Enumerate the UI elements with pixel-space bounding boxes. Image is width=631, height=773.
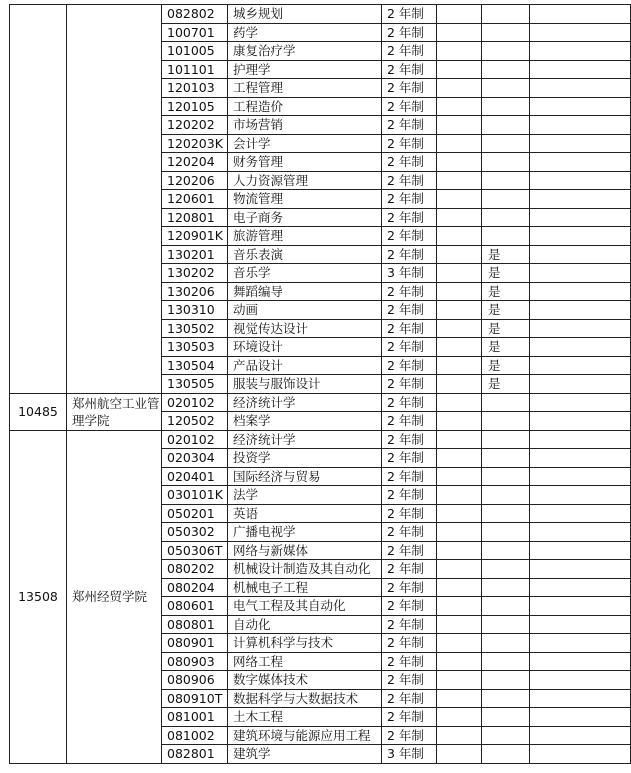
blank-cell <box>530 338 631 357</box>
art-flag-cell <box>482 97 530 116</box>
major-name-cell: 电气工程及其自动化 <box>228 597 382 616</box>
major-code-cell: 130504 <box>162 356 228 375</box>
art-flag-cell <box>482 726 530 745</box>
blank-cell <box>437 116 482 135</box>
blank-cell <box>530 560 631 579</box>
major-name-cell: 计算机科学与技术 <box>228 634 382 653</box>
art-flag-cell <box>482 42 530 61</box>
art-flag-cell <box>482 634 530 653</box>
major-table <box>9 4 631 764</box>
blank-cell <box>437 486 482 505</box>
blank-cell <box>437 541 482 560</box>
art-flag-cell <box>482 615 530 634</box>
blank-cell <box>437 60 482 79</box>
duration-cell: 2 年制 <box>382 449 437 468</box>
blank-cell <box>530 60 631 79</box>
blank-cell <box>530 190 631 209</box>
blank-cell <box>530 430 631 449</box>
blank-cell <box>437 134 482 153</box>
duration-cell: 2 年制 <box>382 615 437 634</box>
art-flag-cell <box>482 671 530 690</box>
major-name-cell: 动画 <box>228 301 382 320</box>
major-name-cell: 网络与新媒体 <box>228 541 382 560</box>
major-name-cell: 数据科学与大数据技术 <box>228 689 382 708</box>
major-name-cell: 国际经济与贸易 <box>228 467 382 486</box>
major-code-cell: 130310 <box>162 301 228 320</box>
major-code-cell: 030101K <box>162 486 228 505</box>
art-flag-cell <box>482 541 530 560</box>
blank-cell <box>437 282 482 301</box>
art-flag-cell <box>482 134 530 153</box>
art-flag-cell: 是 <box>482 356 530 375</box>
blank-cell <box>437 393 482 412</box>
art-flag-cell <box>482 412 530 431</box>
art-flag-cell: 是 <box>482 338 530 357</box>
blank-cell <box>437 208 482 227</box>
school-name-cell: 郑州航空工业管理学院 <box>67 393 162 430</box>
duration-cell: 2 年制 <box>382 578 437 597</box>
duration-cell: 2 年制 <box>382 356 437 375</box>
major-name-cell: 人力资源管理 <box>228 171 382 190</box>
duration-cell: 2 年制 <box>382 393 437 412</box>
blank-cell <box>530 708 631 727</box>
blank-cell <box>530 597 631 616</box>
duration-cell: 2 年制 <box>382 208 437 227</box>
blank-cell <box>437 523 482 542</box>
blank-cell <box>530 171 631 190</box>
blank-cell <box>437 319 482 338</box>
duration-cell: 2 年制 <box>382 338 437 357</box>
blank-cell <box>437 264 482 283</box>
major-code-cell: 130505 <box>162 375 228 394</box>
school-code-cell <box>10 5 67 394</box>
duration-cell: 2 年制 <box>382 671 437 690</box>
blank-cell <box>530 23 631 42</box>
blank-cell <box>530 42 631 61</box>
major-code-cell: 080901 <box>162 634 228 653</box>
blank-cell <box>530 227 631 246</box>
duration-cell: 2 年制 <box>382 227 437 246</box>
blank-cell <box>437 412 482 431</box>
art-flag-cell <box>482 60 530 79</box>
major-name-cell: 城乡规划 <box>228 5 382 24</box>
major-code-cell: 120204 <box>162 153 228 172</box>
blank-cell <box>530 116 631 135</box>
blank-cell <box>530 671 631 690</box>
major-code-cell: 080910T <box>162 689 228 708</box>
blank-cell <box>530 578 631 597</box>
art-flag-cell <box>482 708 530 727</box>
duration-cell: 2 年制 <box>382 708 437 727</box>
duration-cell: 2 年制 <box>382 282 437 301</box>
blank-cell <box>437 171 482 190</box>
blank-cell <box>530 375 631 394</box>
blank-cell <box>437 5 482 24</box>
duration-cell: 2 年制 <box>382 504 437 523</box>
major-code-cell: 080903 <box>162 652 228 671</box>
major-name-cell: 网络工程 <box>228 652 382 671</box>
major-code-cell: 082802 <box>162 5 228 24</box>
duration-cell: 2 年制 <box>382 23 437 42</box>
blank-cell <box>437 245 482 264</box>
blank-cell <box>437 467 482 486</box>
major-name-cell: 建筑环境与能源应用工程 <box>228 726 382 745</box>
major-name-cell: 建筑学 <box>228 745 382 764</box>
blank-cell <box>437 356 482 375</box>
major-name-cell: 广播电视学 <box>228 523 382 542</box>
major-name-cell: 市场营销 <box>228 116 382 135</box>
major-name-cell: 机械设计制造及其自动化 <box>228 560 382 579</box>
blank-cell <box>437 449 482 468</box>
major-name-cell: 药学 <box>228 23 382 42</box>
art-flag-cell <box>482 523 530 542</box>
school-name-cell: 郑州经贸学院 <box>67 430 162 763</box>
blank-cell <box>530 504 631 523</box>
blank-cell <box>530 79 631 98</box>
duration-cell: 2 年制 <box>382 245 437 264</box>
blank-cell <box>530 282 631 301</box>
blank-cell <box>530 467 631 486</box>
major-code-cell: 120801 <box>162 208 228 227</box>
art-flag-cell <box>482 430 530 449</box>
duration-cell: 2 年制 <box>382 153 437 172</box>
art-flag-cell <box>482 393 530 412</box>
blank-cell <box>437 504 482 523</box>
major-code-cell: 130201 <box>162 245 228 264</box>
duration-cell: 2 年制 <box>382 560 437 579</box>
blank-cell <box>437 726 482 745</box>
major-code-cell: 100701 <box>162 23 228 42</box>
art-flag-cell: 是 <box>482 282 530 301</box>
major-code-cell: 081002 <box>162 726 228 745</box>
major-name-cell: 工程管理 <box>228 79 382 98</box>
blank-cell <box>437 79 482 98</box>
blank-cell <box>530 134 631 153</box>
major-name-cell: 会计学 <box>228 134 382 153</box>
major-code-cell: 120601 <box>162 190 228 209</box>
blank-cell <box>530 264 631 283</box>
blank-cell <box>437 671 482 690</box>
blank-cell <box>437 560 482 579</box>
school-code-cell: 13508 <box>10 430 67 763</box>
blank-cell <box>437 597 482 616</box>
table-row <box>10 393 631 412</box>
blank-cell <box>530 689 631 708</box>
blank-cell <box>437 652 482 671</box>
major-code-cell: 130502 <box>162 319 228 338</box>
blank-cell <box>530 652 631 671</box>
major-name-cell: 舞蹈编导 <box>228 282 382 301</box>
blank-cell <box>437 42 482 61</box>
duration-cell: 2 年制 <box>382 726 437 745</box>
major-name-cell: 英语 <box>228 504 382 523</box>
major-name-cell: 物流管理 <box>228 190 382 209</box>
major-code-cell: 120901K <box>162 227 228 246</box>
duration-cell: 3 年制 <box>382 264 437 283</box>
art-flag-cell <box>482 153 530 172</box>
major-name-cell: 服装与服饰设计 <box>228 375 382 394</box>
art-flag-cell: 是 <box>482 375 530 394</box>
blank-cell <box>530 523 631 542</box>
major-code-cell: 050302 <box>162 523 228 542</box>
school-name-cell <box>67 5 162 394</box>
blank-cell <box>530 97 631 116</box>
art-flag-cell: 是 <box>482 301 530 320</box>
art-flag-cell <box>482 190 530 209</box>
major-code-cell: 050306T <box>162 541 228 560</box>
blank-cell <box>530 486 631 505</box>
duration-cell: 2 年制 <box>382 634 437 653</box>
major-code-cell: 120105 <box>162 97 228 116</box>
art-flag-cell <box>482 486 530 505</box>
major-code-cell: 020102 <box>162 393 228 412</box>
duration-cell: 2 年制 <box>382 430 437 449</box>
blank-cell <box>530 245 631 264</box>
art-flag-cell: 是 <box>482 319 530 338</box>
blank-cell <box>437 634 482 653</box>
major-name-cell: 旅游管理 <box>228 227 382 246</box>
major-name-cell: 财务管理 <box>228 153 382 172</box>
table-body <box>10 5 631 764</box>
art-flag-cell <box>482 116 530 135</box>
duration-cell: 3 年制 <box>382 745 437 764</box>
major-code-cell: 101005 <box>162 42 228 61</box>
art-flag-cell <box>482 227 530 246</box>
blank-cell <box>437 745 482 764</box>
blank-cell <box>530 356 631 375</box>
art-flag-cell <box>482 504 530 523</box>
major-code-cell: 130503 <box>162 338 228 357</box>
blank-cell <box>437 23 482 42</box>
blank-cell <box>437 227 482 246</box>
blank-cell <box>437 153 482 172</box>
major-code-cell: 080601 <box>162 597 228 616</box>
duration-cell: 2 年制 <box>382 467 437 486</box>
blank-cell <box>437 190 482 209</box>
major-name-cell: 音乐学 <box>228 264 382 283</box>
major-name-cell: 投资学 <box>228 449 382 468</box>
blank-cell <box>530 301 631 320</box>
blank-cell <box>530 153 631 172</box>
art-flag-cell <box>482 560 530 579</box>
major-code-cell: 080204 <box>162 578 228 597</box>
blank-cell <box>530 615 631 634</box>
blank-cell <box>530 449 631 468</box>
major-code-cell: 080906 <box>162 671 228 690</box>
blank-cell <box>530 393 631 412</box>
blank-cell <box>437 375 482 394</box>
blank-cell <box>437 97 482 116</box>
art-flag-cell <box>482 5 530 24</box>
major-code-cell: 130206 <box>162 282 228 301</box>
duration-cell: 2 年制 <box>382 597 437 616</box>
blank-cell <box>437 708 482 727</box>
art-flag-cell: 是 <box>482 264 530 283</box>
major-name-cell: 法学 <box>228 486 382 505</box>
table-row <box>10 430 631 449</box>
major-code-cell: 050201 <box>162 504 228 523</box>
duration-cell: 2 年制 <box>382 486 437 505</box>
major-code-cell: 101101 <box>162 60 228 79</box>
major-name-cell: 数字媒体技术 <box>228 671 382 690</box>
duration-cell: 2 年制 <box>382 689 437 708</box>
major-code-cell: 080202 <box>162 560 228 579</box>
blank-cell <box>437 615 482 634</box>
major-code-cell: 081001 <box>162 708 228 727</box>
blank-cell <box>530 726 631 745</box>
major-name-cell: 自动化 <box>228 615 382 634</box>
duration-cell: 2 年制 <box>382 60 437 79</box>
major-code-cell: 120206 <box>162 171 228 190</box>
art-flag-cell <box>482 449 530 468</box>
school-code-cell: 10485 <box>10 393 67 430</box>
art-flag-cell <box>482 79 530 98</box>
blank-cell <box>530 745 631 764</box>
duration-cell: 2 年制 <box>382 412 437 431</box>
duration-cell: 2 年制 <box>382 42 437 61</box>
duration-cell: 2 年制 <box>382 652 437 671</box>
duration-cell: 2 年制 <box>382 541 437 560</box>
major-code-cell: 020401 <box>162 467 228 486</box>
major-code-cell: 082801 <box>162 745 228 764</box>
art-flag-cell <box>482 467 530 486</box>
blank-cell <box>530 208 631 227</box>
art-flag-cell <box>482 23 530 42</box>
major-name-cell: 机械电子工程 <box>228 578 382 597</box>
major-name-cell: 产品设计 <box>228 356 382 375</box>
major-name-cell: 土木工程 <box>228 708 382 727</box>
major-code-cell: 120202 <box>162 116 228 135</box>
art-flag-cell <box>482 689 530 708</box>
blank-cell <box>530 541 631 560</box>
major-name-cell: 电子商务 <box>228 208 382 227</box>
blank-cell <box>530 412 631 431</box>
major-code-cell: 120103 <box>162 79 228 98</box>
major-code-cell: 080801 <box>162 615 228 634</box>
duration-cell: 2 年制 <box>382 375 437 394</box>
art-flag-cell <box>482 652 530 671</box>
duration-cell: 2 年制 <box>382 97 437 116</box>
duration-cell: 2 年制 <box>382 116 437 135</box>
art-flag-cell <box>482 578 530 597</box>
blank-cell <box>437 578 482 597</box>
duration-cell: 2 年制 <box>382 319 437 338</box>
duration-cell: 2 年制 <box>382 5 437 24</box>
major-code-cell: 020304 <box>162 449 228 468</box>
major-code-cell: 020102 <box>162 430 228 449</box>
major-name-cell: 环境设计 <box>228 338 382 357</box>
major-name-cell: 工程造价 <box>228 97 382 116</box>
blank-cell <box>437 689 482 708</box>
major-code-cell: 120203K <box>162 134 228 153</box>
duration-cell: 2 年制 <box>382 79 437 98</box>
duration-cell: 2 年制 <box>382 171 437 190</box>
major-name-cell: 护理学 <box>228 60 382 79</box>
art-flag-cell <box>482 597 530 616</box>
blank-cell <box>437 301 482 320</box>
major-code-cell: 130202 <box>162 264 228 283</box>
duration-cell: 2 年制 <box>382 134 437 153</box>
blank-cell <box>530 634 631 653</box>
art-flag-cell <box>482 745 530 764</box>
major-name-cell: 视觉传达设计 <box>228 319 382 338</box>
duration-cell: 2 年制 <box>382 523 437 542</box>
blank-cell <box>530 319 631 338</box>
duration-cell: 2 年制 <box>382 190 437 209</box>
blank-cell <box>437 338 482 357</box>
art-flag-cell: 是 <box>482 245 530 264</box>
table-row <box>10 5 631 24</box>
major-name-cell: 音乐表演 <box>228 245 382 264</box>
major-name-cell: 经济统计学 <box>228 430 382 449</box>
art-flag-cell <box>482 208 530 227</box>
major-name-cell: 康复治疗学 <box>228 42 382 61</box>
major-code-cell: 120502 <box>162 412 228 431</box>
blank-cell <box>437 430 482 449</box>
major-name-cell: 档案学 <box>228 412 382 431</box>
major-name-cell: 经济统计学 <box>228 393 382 412</box>
blank-cell <box>530 5 631 24</box>
art-flag-cell <box>482 171 530 190</box>
duration-cell: 2 年制 <box>382 301 437 320</box>
